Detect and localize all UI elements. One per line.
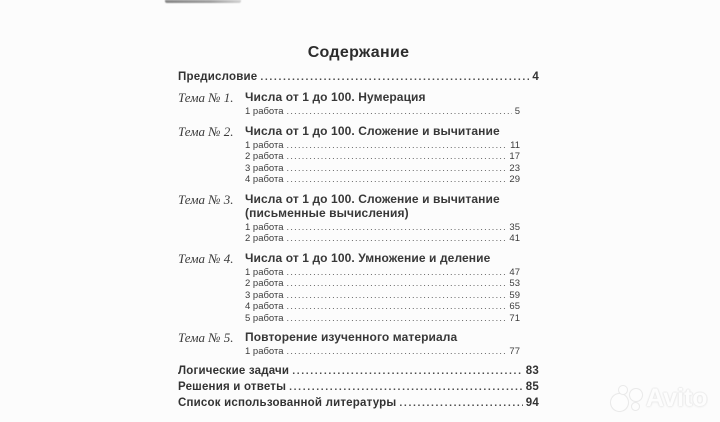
theme-title: Числа от 1 до 100. Умножение и деление (245, 250, 491, 265)
page-number: 41 (509, 233, 520, 244)
theme-entry (178, 331, 539, 358)
dot-leader (287, 106, 512, 118)
theme-title: Числа от 1 до 100. Нумерация (245, 90, 426, 104)
page-number: 83 (525, 364, 539, 377)
work-label: 2 работа (245, 278, 284, 289)
toc-page (178, 44, 539, 413)
page-number: 59 (509, 289, 520, 301)
theme-body (245, 193, 539, 245)
theme-number: Тема № 1. (178, 90, 234, 105)
avito-watermark (610, 381, 720, 415)
work-label: 1 работа (245, 106, 284, 117)
page-title: Содержание (307, 44, 410, 61)
theme-entry (178, 125, 539, 186)
dot-leader (287, 346, 507, 358)
work-row (245, 290, 539, 302)
theme-entry (178, 252, 539, 325)
work-row (245, 233, 539, 245)
work-row (245, 222, 539, 234)
entry-label: Предисловие (178, 71, 258, 83)
work-list (245, 346, 539, 358)
page-number: 11 (510, 139, 520, 151)
dot-leader (287, 174, 507, 186)
theme-number: Тема № 4. (178, 250, 234, 266)
work-label: 2 работа (245, 233, 284, 244)
work-label: 1 работа (245, 346, 284, 357)
dot-leader (289, 381, 523, 394)
theme-entry (178, 91, 539, 118)
work-row (245, 313, 539, 325)
dot-leader (287, 151, 507, 163)
theme-body (245, 252, 539, 325)
theme-entry (178, 193, 539, 245)
entry-label: Решения и ответы (178, 380, 287, 393)
page-number: 71 (509, 312, 520, 324)
page-number: 53 (509, 278, 520, 289)
work-label: 3 работа (245, 162, 284, 174)
work-list (245, 140, 539, 186)
work-row (245, 151, 539, 163)
work-label: 1 работа (245, 221, 284, 233)
theme-body (245, 91, 539, 118)
work-label: 4 работа (245, 174, 284, 185)
toc-entry (178, 71, 539, 84)
work-label: 5 работа (245, 312, 284, 324)
dot-leader (292, 365, 523, 378)
work-list (245, 106, 539, 118)
page-number: 47 (509, 266, 520, 278)
page-number: 4 (532, 71, 539, 83)
work-row (245, 301, 539, 313)
toc-entry (178, 365, 539, 378)
page-number: 85 (525, 380, 539, 393)
work-row (245, 163, 539, 175)
work-list (245, 267, 539, 325)
page-number: 29 (509, 174, 520, 185)
avito-watermark-text: Avito (646, 383, 708, 412)
page-number: 65 (509, 301, 520, 312)
work-row (245, 140, 539, 152)
theme-title: Числа от 1 до 100. Сложение и вычитание (245, 123, 500, 138)
work-label: 1 работа (245, 139, 284, 151)
theme-number: Тема № 3. (178, 191, 234, 207)
dot-leader (287, 233, 507, 245)
theme-subtitle: (письменные вычисления) (245, 205, 409, 220)
page-number: 35 (509, 221, 520, 233)
work-label: 2 работа (245, 151, 284, 162)
theme-number: Тема № 5. (178, 330, 234, 345)
theme-body (245, 125, 539, 186)
dot-leader (287, 301, 507, 313)
page-number: 77 (509, 346, 520, 357)
dot-leader (260, 71, 529, 84)
dot-leader (287, 278, 507, 290)
page-number: 94 (525, 396, 539, 409)
dot-leader (287, 163, 507, 175)
toc-entry (178, 397, 539, 410)
work-row (245, 267, 539, 279)
dot-leader (287, 267, 507, 279)
entry-label: Логические задачи (178, 364, 290, 377)
page-number: 5 (514, 106, 520, 117)
dot-leader (287, 313, 507, 325)
dot-leader (287, 222, 507, 234)
dot-leader (287, 290, 507, 302)
work-label: 3 работа (245, 289, 284, 301)
work-label: 1 работа (245, 266, 284, 278)
dot-leader (399, 397, 522, 410)
theme-title: Числа от 1 до 100. Сложение и вычитание (245, 191, 500, 206)
page-number: 17 (509, 151, 520, 162)
work-row (245, 106, 539, 118)
avito-logo-icon (610, 383, 646, 413)
page-top-edge-shadow (165, 0, 241, 3)
theme-title: Повторение изученного материала (245, 330, 458, 344)
dot-leader (287, 140, 508, 152)
work-row (245, 278, 539, 290)
work-label: 4 работа (245, 301, 284, 312)
theme-number: Тема № 2. (178, 123, 234, 139)
entry-label: Список использованной литературы (178, 396, 397, 409)
toc-entries (178, 71, 539, 410)
toc-entry (178, 381, 539, 394)
page-number: 23 (509, 162, 520, 174)
work-list (245, 222, 539, 245)
theme-body (245, 331, 539, 358)
work-row (245, 346, 539, 358)
work-row (245, 174, 539, 186)
